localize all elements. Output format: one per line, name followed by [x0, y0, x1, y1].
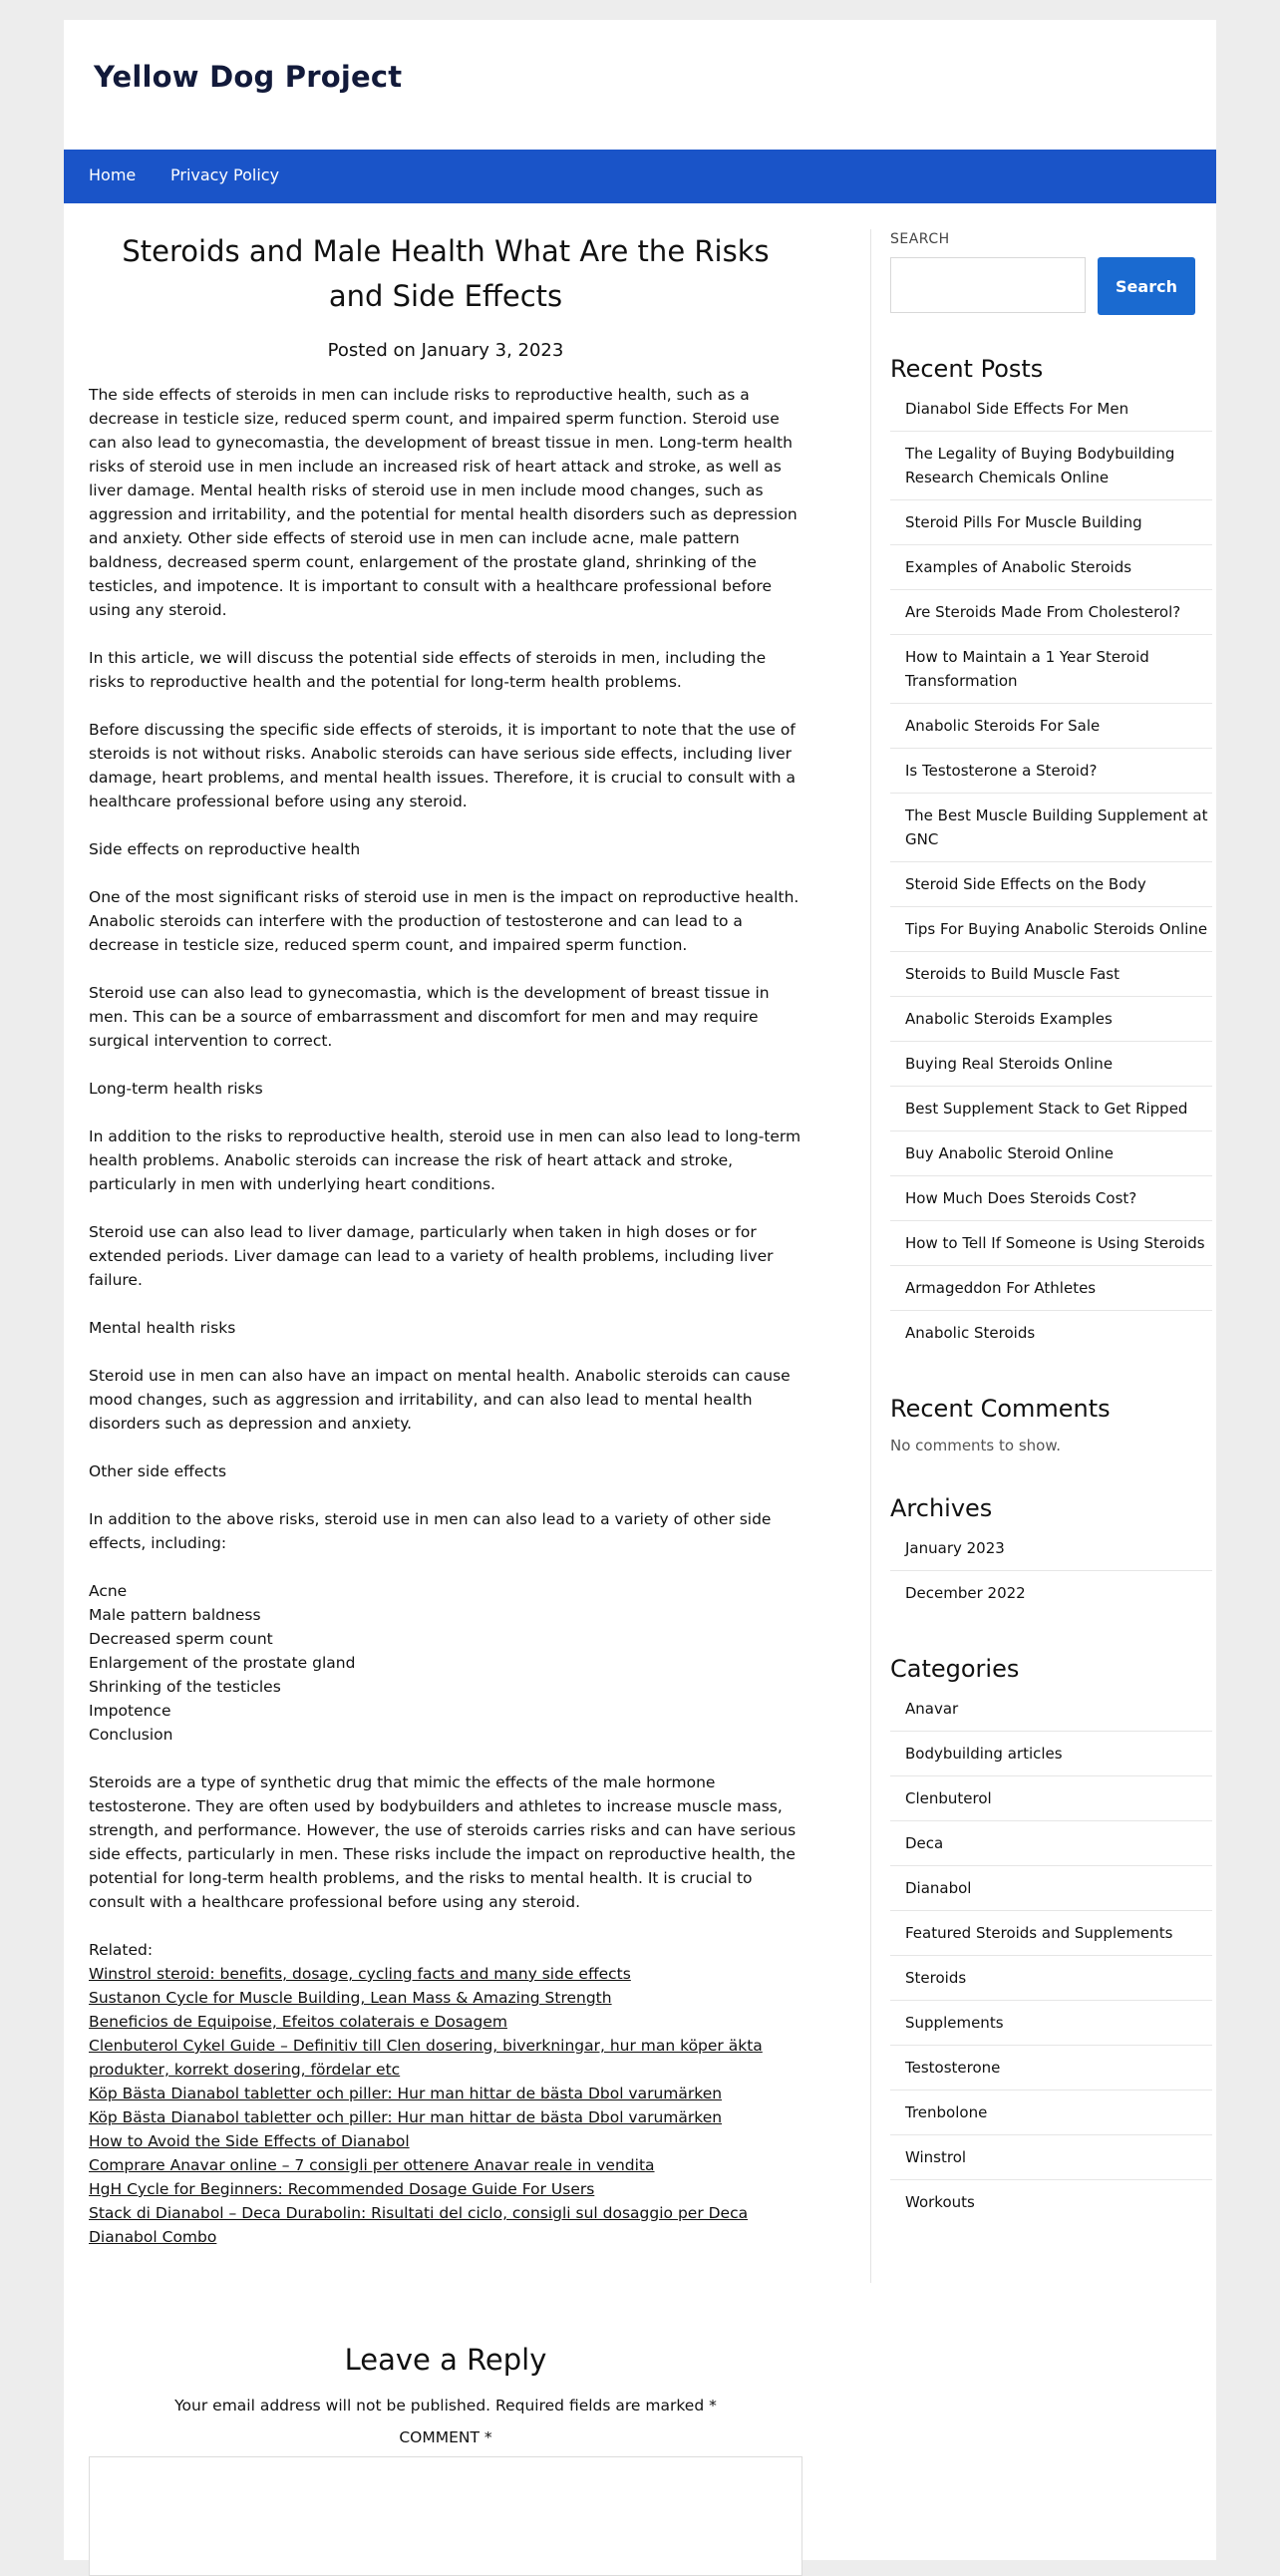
category-link[interactable]: Dianabol: [890, 1876, 1212, 1911]
categories-list: [890, 1697, 1212, 2224]
related-link[interactable]: Sustanon Cycle for Muscle Building, Lean Mass & Amazing Strength: [89, 1989, 612, 2007]
category-link[interactable]: Testosterone: [890, 2056, 1212, 2091]
category-link[interactable]: Workouts: [905, 2193, 975, 2211]
recent-post-link[interactable]: How to Maintain a 1 Year Steroid Transformation: [890, 645, 1212, 704]
nav-home-link[interactable]: Home: [89, 165, 137, 184]
category-link[interactable]: Steroids: [890, 1966, 1212, 2001]
post-paragraph: In addition to the risks to reproductive health, steroid use in men can also lead to long-term health problems. Anabolic steroids can increase the risk of heart attack and stroke, particularly in men with underlying heart conditions.: [89, 1127, 801, 1193]
site-title[interactable]: Yellow Dog Project: [94, 60, 403, 94]
reply-section: [89, 2343, 802, 2576]
post-paragraph: Steroid use can also lead to gynecomastia, which is the development of breast tissue in men. This can be a source of embarrassment and discomfort for men and may require surgical intervention to correct.: [89, 984, 770, 1050]
recent-post-link[interactable]: Buying Real Steroids Online: [890, 1052, 1212, 1087]
recent-post-link[interactable]: Examples of Anabolic Steroids: [890, 555, 1212, 590]
recent-post-link[interactable]: Anabolic Steroids For Sale: [890, 714, 1212, 749]
recent-post-link[interactable]: Steroid Side Effects on the Body: [890, 872, 1212, 907]
search-form: [890, 257, 1212, 317]
site-header: [64, 20, 1216, 150]
post-paragraph: Steroid use in men can also have an impact on mental health. Anabolic steroids can cause mood changes, such as aggression and irritability, and can also lead to mental health disorders such as depression and anxiety.: [89, 1367, 791, 1433]
recent-post-link[interactable]: How Much Does Steroids Cost?: [890, 1186, 1212, 1221]
post-paragraph: Steroids are a type of synthetic drug that mimic the effects of the male hormone testosterone. They are often used by bodybuilders and athletes to increase muscle mass, strength, and performance. However, the use of steroids carries risks and can have serious side effects, particularly in men. These risks include the impact on reproductive health, the potential for long-term health problems, and the risks to mental health. It is crucial to consult with a healthcare professional before using any steroid.: [89, 1773, 797, 1911]
reply-note: Your email address will not be published. Required fields are marked *: [174, 2397, 717, 2415]
search-input[interactable]: [890, 257, 1086, 313]
archive-link[interactable]: December 2022: [905, 1584, 1026, 1602]
recent-post-link[interactable]: How to Tell If Someone is Using Steroids: [890, 1231, 1212, 1266]
list-item: Male pattern baldness: [89, 1606, 261, 1624]
archives-title: Archives: [890, 1494, 993, 1522]
recent-post-link[interactable]: Are Steroids Made From Cholesterol?: [890, 600, 1212, 635]
post-paragraph: Before discussing the specific side effects of steroids, it is important to note that the use of steroids is not without risks. Anabolic steroids can have serious side effects, including liver damage, heart problems, and mental health issues. Therefore, it is crucial to consult with a healthcare professional before using any steroid.: [89, 721, 797, 810]
sidebar: [890, 231, 1212, 2234]
recent-post-link[interactable]: Armageddon For Athletes: [890, 1276, 1212, 1311]
post-paragraph: In addition to the above risks, steroid use in men can also lead to a variety of other side effects, including:: [89, 1510, 772, 1552]
post-title: Steroids and Male Health What Are the Risks and Side Effects: [122, 234, 770, 313]
post-paragraph: In this article, we will discuss the potential side effects of steroids in men, including the risks to reproductive health and the potential for long-term health problems.: [89, 649, 767, 691]
related-link[interactable]: HgH Cycle for Beginners: Recommended Dosage Guide For Users: [89, 2180, 595, 2198]
related-links: [89, 1938, 802, 2249]
recent-post-link[interactable]: Steroid Pills For Muscle Building: [890, 510, 1212, 545]
no-comments-text: No comments to show.: [890, 1437, 1061, 1454]
recent-post-link[interactable]: Best Supplement Stack to Get Ripped: [890, 1097, 1212, 1131]
recent-post-link[interactable]: Anabolic Steroids Examples: [890, 1007, 1212, 1042]
section-heading-longterm: Long-term health risks: [89, 1080, 263, 1098]
related-link[interactable]: Köp Bästa Dianabol tabletter och piller: Hur man hittar de bästa Dbol varumärken: [89, 2085, 723, 2102]
category-link[interactable]: Bodybuilding articles: [890, 1742, 1212, 1776]
main-nav: [64, 150, 1216, 203]
related-link[interactable]: Clenbuterol Cykel Guide – Definitiv till Clen dosering, biverkningar, hur man köper äkta produkter, korrekt dosering, fördelar etc: [89, 2037, 763, 2079]
related-link[interactable]: Köp Bästa Dianabol tabletter och piller: Hur man hittar de bästa Dbol varumärken: [89, 2108, 723, 2126]
recent-posts-list: [890, 397, 1212, 1355]
list-item: Shrinking of the testicles: [89, 1678, 281, 1696]
recent-post-link[interactable]: The Legality of Buying Bodybuilding Research Chemicals Online: [890, 442, 1212, 500]
side-effects-list: [89, 1579, 802, 1747]
post-paragraph: Steroid use can also lead to liver damage, particularly when taken in high doses or for extended periods. Liver damage can lead to a variety of health problems, including liver failure.: [89, 1223, 774, 1289]
post-paragraph: One of the most significant risks of steroid use in men is the impact on reproductive health. Anabolic steroids can interfere with the production of testosterone and can lead to a decrease in testicle size, reduced sperm count, and impaired sperm function.: [89, 888, 800, 954]
recent-post-link[interactable]: Tips For Buying Anabolic Steroids Online: [890, 917, 1212, 952]
recent-comments-title: Recent Comments: [890, 1395, 1111, 1423]
comment-textarea[interactable]: [89, 2456, 802, 2576]
nav-privacy-policy-link[interactable]: Privacy Policy: [170, 165, 280, 184]
reply-title: Leave a Reply: [344, 2343, 547, 2377]
recent-post-link[interactable]: Dianabol Side Effects For Men: [890, 397, 1212, 432]
related-link[interactable]: Winstrol steroid: benefits, dosage, cycling facts and many side effects: [89, 1965, 631, 1983]
list-item: Enlargement of the prostate gland: [89, 1654, 356, 1672]
list-item: Decreased sperm count: [89, 1630, 273, 1648]
recent-post-link[interactable]: Anabolic Steroids: [905, 1324, 1036, 1342]
related-link[interactable]: Stack di Dianabol – Deca Durabolin: Risultati del ciclo, consigli sul dosaggio per Deca Dianabol Combo: [89, 2204, 749, 2246]
category-link[interactable]: Winstrol: [890, 2145, 1212, 2180]
related-label: Related:: [89, 1941, 154, 1959]
category-link[interactable]: Anavar: [890, 1697, 1212, 1732]
category-link[interactable]: Featured Steroids and Supplements: [890, 1921, 1212, 1956]
list-item: Impotence: [89, 1702, 171, 1720]
recent-post-link[interactable]: Steroids to Build Muscle Fast: [890, 962, 1212, 997]
recent-post-link[interactable]: Buy Anabolic Steroid Online: [890, 1141, 1212, 1176]
post-paragraph: The side effects of steroids in men can include risks to reproductive health, such as a decrease in testicle size, reduced sperm count, and impaired sperm function. Steroid use can also lead to gynecomastia, the development of breast tissue in men. Long-term health risks of steroid use in men include an increased risk of heart attack and stroke, as well as liver damage. Mental health risks of steroid use in men include mood changes, such as aggression and irritability, and the potential for mental health disorders such as depression and anxiety. Other side effects of steroid use in men can include acne, male pattern baldness, decreased sperm count, enlargement of the prostate gland, shrinking of the testicles, and impotence. It is important to consult with a healthcare professional before using any steroid.: [89, 386, 798, 619]
section-heading-reproductive: Side effects on reproductive health: [89, 840, 361, 858]
search-label: SEARCH: [890, 231, 950, 247]
list-item: Conclusion: [89, 1726, 173, 1744]
archive-link[interactable]: January 2023: [890, 1536, 1212, 1571]
column-divider: [870, 229, 871, 2283]
related-link[interactable]: Beneficios de Equipoise, Efeitos colaterais e Dosagem: [89, 2013, 507, 2031]
section-heading-other: Other side effects: [89, 1462, 227, 1480]
list-item: Acne: [89, 1582, 128, 1600]
recent-post-link[interactable]: The Best Muscle Building Supplement at GNC: [890, 804, 1212, 862]
recent-posts-title: Recent Posts: [890, 355, 1044, 383]
post-content: [89, 229, 802, 2249]
category-link[interactable]: Supplements: [890, 2011, 1212, 2046]
post-date: Posted on January 3, 2023: [327, 340, 564, 361]
search-button[interactable]: Search: [1098, 257, 1195, 315]
archives-list: [890, 1536, 1212, 1615]
page-container: [64, 20, 1216, 2560]
comment-label: COMMENT *: [399, 2428, 492, 2446]
section-heading-mental: Mental health risks: [89, 1319, 236, 1337]
related-link[interactable]: Comprare Anavar online – 7 consigli per ottenere Anavar reale in vendita: [89, 2156, 655, 2174]
related-link[interactable]: How to Avoid the Side Effects of Dianabol: [89, 2132, 410, 2150]
category-link[interactable]: Deca: [890, 1831, 1212, 1866]
category-link[interactable]: Trenbolone: [890, 2100, 1212, 2135]
recent-post-link[interactable]: Is Testosterone a Steroid?: [890, 759, 1212, 794]
categories-title: Categories: [890, 1655, 1020, 1683]
category-link[interactable]: Clenbuterol: [890, 1786, 1212, 1821]
